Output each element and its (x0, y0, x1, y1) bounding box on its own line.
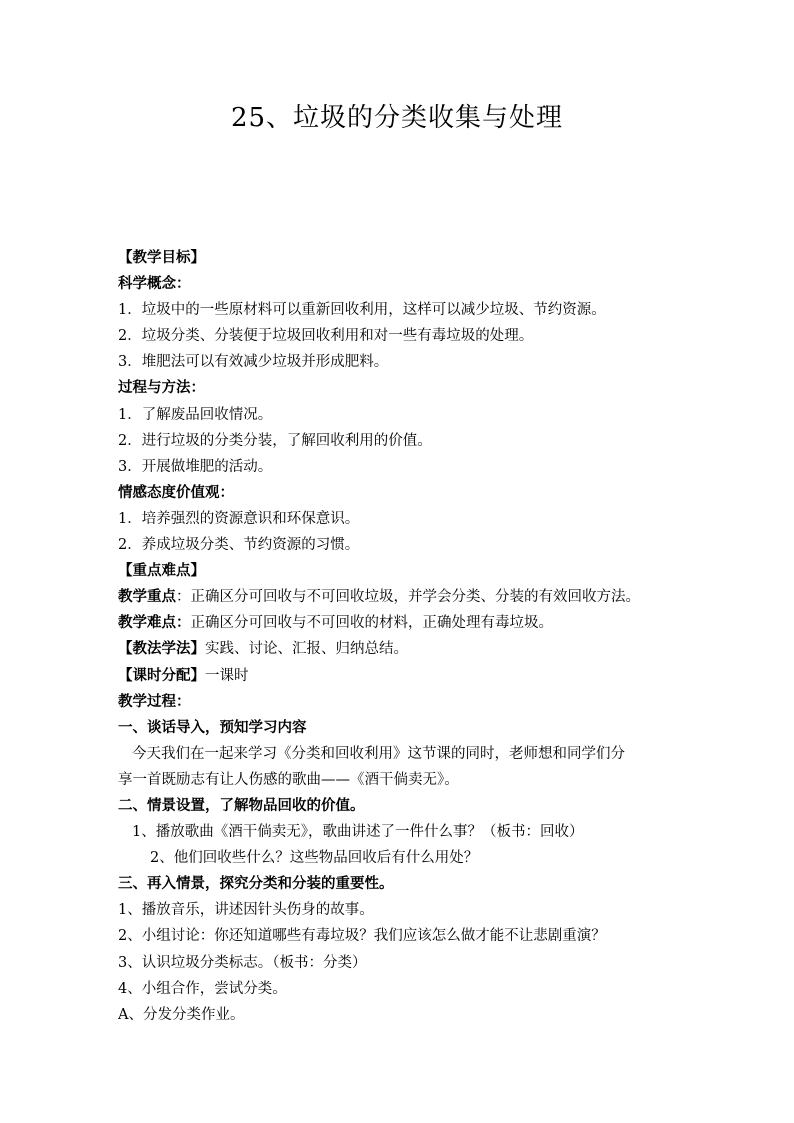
part3-item-3: 3、认识垃圾分类标志。（板书：分类） (118, 954, 367, 971)
time-label: 【课时分配】 (118, 667, 205, 684)
key-points-heading: 【重点难点】 (118, 563, 205, 580)
time-text: 一课时 (205, 667, 249, 684)
difficulty-text: 正确区分可回收与不可回收的材料，正确处理有毒垃圾。 (190, 615, 553, 632)
process-item-1: 1．了解废品回收情况。 (118, 406, 273, 423)
methods-text: 实践、讨论、汇报、归纳总结。 (205, 641, 408, 658)
part3-item-1: 1、播放音乐，讲述因针头伤身的故事。 (118, 902, 374, 919)
part3-heading: 三、再入情景，探究分类和分装的重要性。 (118, 876, 394, 893)
part1-paragraph-line2: 享一首既励志有让人伤感的歌曲——《酒干倘卖无》。 (118, 771, 459, 788)
part2-heading: 二、情景设置，了解物品回收的价值。 (118, 797, 365, 814)
process-item-2: 2．进行垃圾的分类分装，了解回收利用的价值。 (118, 432, 432, 449)
part1-paragraph-line1: 今天我们在一起来学习《分类和回收利用》这节课的同时，老师想和同学们分 (132, 745, 625, 762)
science-concept-heading: 科学概念： (118, 276, 191, 293)
time-line (118, 663, 758, 689)
process-method-heading: 过程与方法： (118, 380, 205, 397)
part2-item-2: 2、他们回收些什么？这些物品回收后有什么用处？ (150, 850, 479, 867)
objectives-heading: 【教学目标】 (118, 250, 205, 266)
key-point-text: ：正确区分可回收与不可回收垃圾，并学会分类、分装的有效回收方法。 (176, 589, 640, 606)
science-item-3: 3．堆肥法可以有效减少垃圾并形成肥料。 (118, 354, 389, 371)
difficulty-line (118, 610, 758, 636)
emotion-heading: 情感态度价值观： (118, 484, 234, 501)
part3-item-4: 4、小组合作，尝试分类。 (118, 980, 287, 997)
key-point-line (118, 584, 758, 610)
science-item-1: 1．垃圾中的一些原材料可以重新回收利用，这样可以减少垃圾、节约资源。 (118, 302, 606, 319)
methods-line (118, 636, 758, 662)
key-point-label: 教学重点 (118, 589, 176, 606)
document-body (118, 245, 758, 1028)
process-item-3: 3．开展做堆肥的活动。 (118, 458, 273, 475)
part3-item-5: A、分发分类作业。 (118, 1006, 245, 1023)
part2-item-1: 1、播放歌曲《酒干倘卖无》，歌曲讲述了一件什么事？（板书：回收） (132, 824, 584, 841)
emotion-item-1: 1．培养强烈的资源意识和环保意识。 (118, 510, 360, 527)
document-title: 25、垃圾的分类收集与处理 (230, 103, 564, 133)
emotion-item-2: 2．养成垃圾分类、节约资源的习惯。 (118, 537, 360, 554)
science-item-2: 2．垃圾分类、分装便于垃圾回收利用和对一些有毒垃圾的处理。 (118, 328, 534, 345)
part3-item-2: 2、小组讨论：你还知道哪些有毒垃圾？我们应该怎么做才能不让悲剧重演？ (118, 928, 606, 945)
teaching-process-heading: 教学过程： (118, 693, 191, 710)
difficulty-label: 教学难点： (118, 615, 191, 632)
methods-label: 【教法学法】 (118, 641, 205, 658)
part1-heading: 一、谈话导入，预知学习内容 (118, 719, 307, 736)
